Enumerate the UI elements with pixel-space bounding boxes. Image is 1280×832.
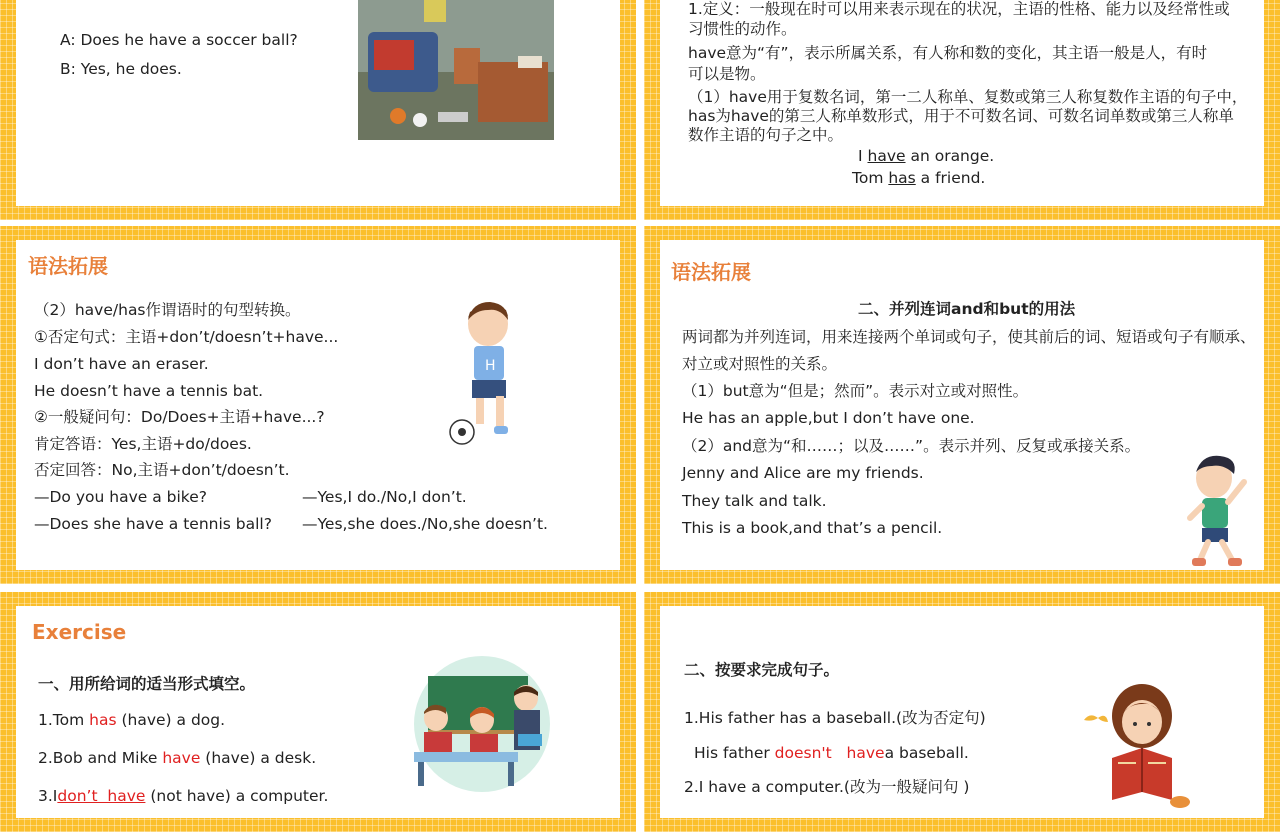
item-2-answer: have bbox=[162, 749, 201, 767]
dialog-question-2: —Does she have a tennis ball? bbox=[34, 515, 272, 533]
item-1-answer: has bbox=[89, 711, 117, 729]
completion-question-2: 2.I have a computer.(改为一般疑问句 ) bbox=[684, 778, 970, 796]
definition-line-1: 1.定义：一般现在时可以用来表示现在的状况，主语的性格、能力以及经常性或 bbox=[688, 0, 1230, 18]
completion-subtitle: 二、按要求完成句子。 bbox=[684, 661, 840, 679]
usage-line-1: （1）have用于复数名词，第一二人称单、复数或第三人称复数作主语的句子中， bbox=[688, 88, 1248, 106]
example-1-keyword: have bbox=[867, 147, 906, 165]
exercise-item-1 bbox=[38, 710, 225, 730]
dialog-question-1: —Do you have a bike? bbox=[34, 488, 207, 506]
slide-5-content bbox=[16, 606, 620, 818]
slide-3 bbox=[0, 226, 636, 584]
soccer-boy-illustration bbox=[446, 296, 536, 448]
example-1-end: an orange. bbox=[905, 147, 995, 165]
running-boy-illustration bbox=[1184, 452, 1256, 570]
slide-1-content bbox=[16, 0, 620, 206]
conjunction-line: They talk and talk. bbox=[682, 492, 827, 510]
item-3-hint: (not have) a computer. bbox=[145, 787, 329, 805]
example-2-end: a friend. bbox=[915, 169, 986, 187]
slide-4-heading: 语法拓展 bbox=[671, 260, 751, 284]
slide-4 bbox=[644, 226, 1280, 584]
example-sentence-2 bbox=[852, 168, 985, 188]
grammar-line: （2）have/has作谓语时的句型转换。 bbox=[34, 301, 301, 319]
have-meaning-line-1: have意为“有”，表示所属关系，有人称和数的变化，其主语一般是人，有时 bbox=[688, 44, 1208, 62]
item-1-hint: (have) a dog. bbox=[116, 711, 226, 729]
intro-line-2: 对立或对照性的关系。 bbox=[682, 355, 838, 373]
example-2-start: Tom bbox=[852, 169, 889, 187]
classroom-illustration bbox=[402, 654, 562, 794]
grammar-line: He doesn’t have a tennis bat. bbox=[34, 382, 264, 400]
slide-6 bbox=[644, 592, 1280, 832]
item-3-answer: don’t have bbox=[57, 787, 146, 805]
grammar-line: ①否定句式：主语+don’t/doesn’t+have... bbox=[34, 328, 339, 346]
example-1-start: I bbox=[858, 147, 868, 165]
slide-4-subtitle: 二、并列连词and和but的用法 bbox=[858, 300, 1076, 318]
exercise-heading: Exercise bbox=[32, 620, 127, 644]
conjunction-line: （1）but意为“但是；然而”。表示对立或对照性。 bbox=[682, 382, 1029, 400]
grammar-line: 否定回答：No,主语+don’t/doesn’t. bbox=[34, 461, 290, 479]
exercise-subtitle: 一、用所给词的适当形式填空。 bbox=[38, 675, 256, 693]
answer-1-end: a baseball. bbox=[884, 744, 969, 762]
dialog-line-a: A: Does he have a soccer ball? bbox=[60, 31, 298, 49]
conjunction-line: He has an apple,but I don’t have one. bbox=[682, 409, 975, 427]
slide-3-content bbox=[16, 240, 620, 570]
svg-text:H: H bbox=[485, 358, 496, 374]
answer-1-text: His father bbox=[694, 744, 775, 762]
slide-5 bbox=[0, 592, 636, 832]
definition-line-2: 习惯性的动作。 bbox=[688, 20, 797, 38]
bedroom-illustration bbox=[358, 0, 554, 140]
reading-girl-illustration bbox=[1062, 672, 1202, 812]
item-3-text: 3.I bbox=[38, 787, 58, 805]
dialog-answer-2: —Yes,she does./No,she doesn’t. bbox=[302, 515, 548, 533]
completion-question-1: 1.His father has a baseball.(改为否定句) bbox=[684, 709, 986, 727]
slide-1 bbox=[0, 0, 636, 220]
grammar-line: ②一般疑问句：Do/Does+主语+have...? bbox=[34, 408, 325, 426]
grammar-line: 肯定答语：Yes,主语+do/does. bbox=[34, 435, 252, 453]
completion-answer-1 bbox=[694, 743, 969, 763]
conjunction-line: （2）and意为“和……；以及……”。表示并列、反复或承接关系。 bbox=[682, 437, 1141, 455]
item-2-text: 2.Bob and Mike bbox=[38, 749, 163, 767]
example-2-keyword: has bbox=[888, 169, 916, 187]
item-1-text: 1.Tom bbox=[38, 711, 90, 729]
usage-line-3: 数作主语的句子之中。 bbox=[688, 126, 844, 144]
slide-3-heading: 语法拓展 bbox=[28, 254, 108, 278]
conjunction-line: This is a book,and that’s a pencil. bbox=[682, 519, 943, 537]
exercise-item-2 bbox=[38, 748, 316, 768]
have-meaning-line-2: 可以是物。 bbox=[688, 65, 766, 83]
slide-6-content bbox=[660, 606, 1264, 818]
dialog-line-b: B: Yes, he does. bbox=[60, 60, 182, 78]
grammar-line: I don’t have an eraser. bbox=[34, 355, 209, 373]
slide-2 bbox=[644, 0, 1280, 220]
answer-1-word-1: doesn't bbox=[774, 744, 832, 762]
item-2-hint: (have) a desk. bbox=[200, 749, 317, 767]
example-sentence-1 bbox=[858, 146, 994, 166]
answer-1-word-2: have bbox=[846, 744, 885, 762]
dialog-answer-1: —Yes,I do./No,I don’t. bbox=[302, 488, 467, 506]
slide-4-content bbox=[660, 240, 1264, 570]
slide-2-content bbox=[660, 0, 1264, 206]
usage-line-2: has为have的第三人称单数形式，用于不可数名词、可数名词单数或第三人称单 bbox=[688, 107, 1234, 125]
conjunction-line: Jenny and Alice are my friends. bbox=[682, 464, 924, 482]
intro-line-1: 两词都为并列连词，用来连接两个单词或句子，使其前后的词、短语或句子有顺承、 bbox=[682, 328, 1256, 346]
exercise-item-3 bbox=[38, 786, 328, 806]
